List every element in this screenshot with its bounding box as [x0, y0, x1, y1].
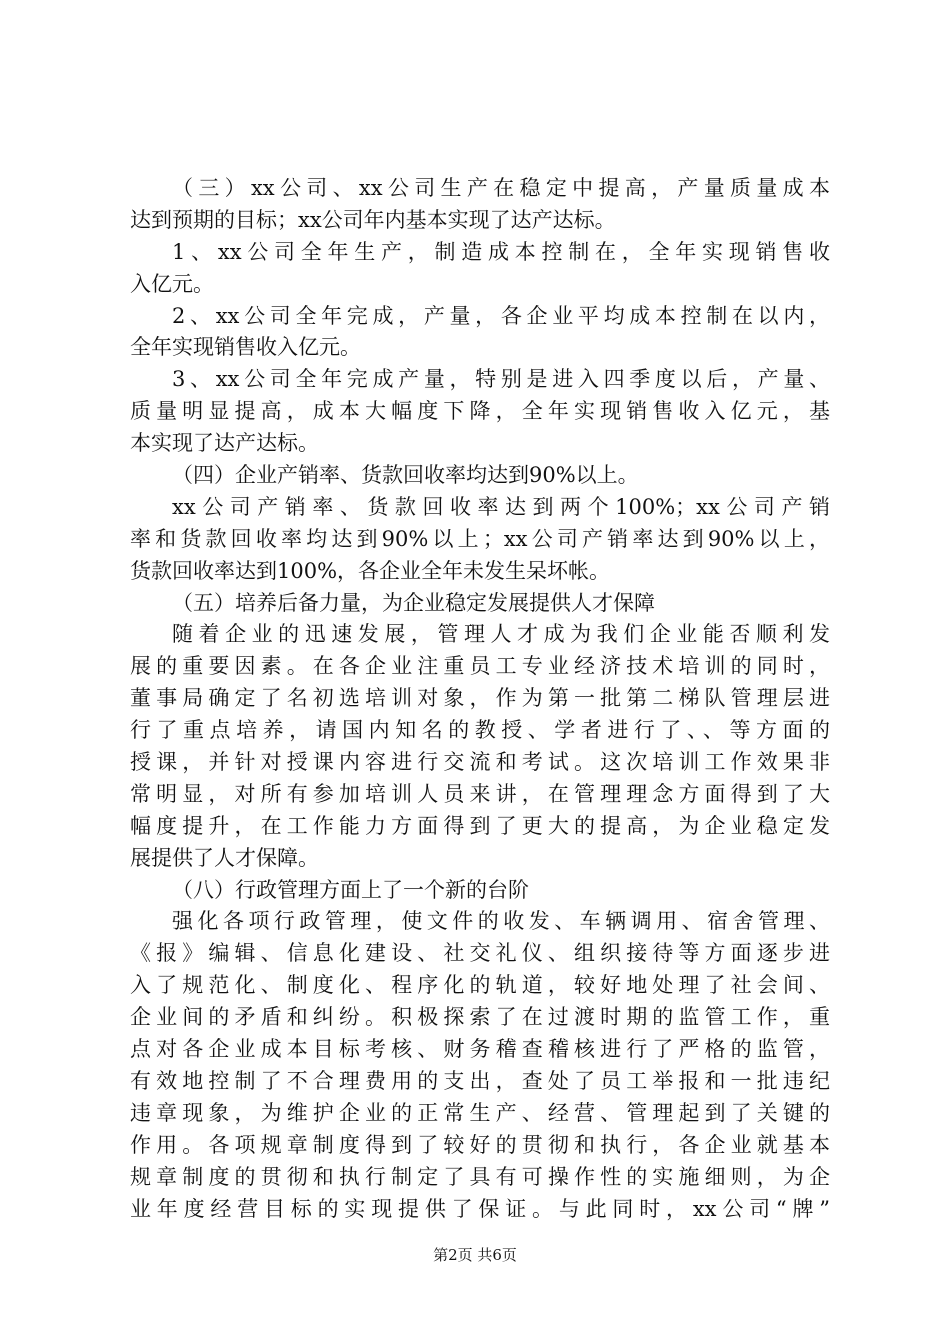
text-line: 《报》编辑、信息化建设、社交礼仪、组织接待等方面逐步进 [130, 941, 830, 966]
text-line: 入了规范化、制度化、程序化的轨道，较好地处理了社会间、 [130, 973, 830, 998]
text-line: 质量明显提高，成本大幅度下降，全年实现销售收入亿元，基 [130, 399, 830, 424]
text-line: 授课，并针对授课内容进行交流和考试。这次培训工作效果非 [130, 750, 830, 775]
section-heading: （三）xx公司、xx公司生产在稳定中提高，产量质量成本 [172, 176, 830, 200]
document-body [130, 173, 830, 1225]
text-line: 作用。各项规章制度得到了较好的贯彻和执行，各企业就基本 [130, 1132, 830, 1157]
text-line: 随着企业的迅速发展，管理人才成为我们企业能否顺利发 [172, 622, 830, 647]
text-line: 强化各项行政管理，使文件的收发、车辆调用、宿舍管理、 [172, 909, 830, 934]
text-line: 货款回收率达到100%，各企业全年未发生呆坏帐。 [130, 558, 611, 583]
text-line: 业年度经营目标的实现提供了保证。与此同时，xx公司“牌” [130, 1196, 830, 1221]
text-line: 幅度提升，在工作能力方面得到了更大的提高，为企业稳定发 [130, 813, 830, 838]
section-heading: （八）行政管理方面上了一个新的台阶 [172, 877, 529, 902]
text-line: 企业间的矛盾和纠纷。积极探索了在过渡时期的监管工作，重 [130, 1005, 830, 1030]
text-line: 常明显，对所有参加培训人员来讲，在管理理念方面得到了大 [130, 781, 830, 806]
text-line: 规章制度的贯彻和执行制定了具有可操作性的实施细则，为企 [130, 1164, 830, 1189]
text-line: 3、xx公司全年完成产量，特别是进入四季度以后，产量、 [172, 367, 830, 392]
page-number: 第2页 共6页 [433, 1246, 517, 1264]
text-line: 2、xx公司全年完成，产量，各企业平均成本控制在以内， [172, 303, 830, 328]
text-line: 有效地控制了不合理费用的支出，查处了员工举报和一批违纪 [130, 1068, 830, 1093]
text-line: 本实现了达产达标。 [130, 431, 319, 456]
section-heading: （五）培养后备力量，为企业稳定发展提供人才保障 [172, 590, 655, 615]
text-line: 展提供了人才保障。 [130, 845, 319, 870]
text-line: 达到预期的目标；xx公司年内基本实现了达产达标。 [130, 207, 616, 232]
text-line: 展的重要因素。在各企业注重员工专业经济技术培训的同时， [130, 654, 830, 679]
text-line: 1、xx公司全年生产，制造成本控制在，全年实现销售收 [172, 239, 830, 264]
text-line: 全年实现销售收入亿元。 [130, 335, 361, 360]
text-line: 行了重点培养，请国内知名的教授、学者进行了、、等方面的 [130, 718, 830, 743]
text-line: 违章现象，为维护企业的正常生产、经营、管理起到了关键的 [130, 1100, 830, 1125]
text-line: 点对各企业成本目标考核、财务稽查稽核进行了严格的监管， [130, 1037, 830, 1062]
section-heading: （四）企业产销率、货款回收率均达到90%以上。 [172, 463, 639, 488]
text-line: xx公司产销率、货款回收率达到两个100%；xx公司产销 [172, 494, 830, 519]
text-line: 董事局确定了名初选培训对象，作为第一批第二梯队管理层进 [130, 686, 830, 711]
text-line: 入亿元。 [130, 271, 214, 296]
text-line: 率和货款回收率均达到90%以上；xx公司产销率达到90%以上， [130, 526, 830, 551]
